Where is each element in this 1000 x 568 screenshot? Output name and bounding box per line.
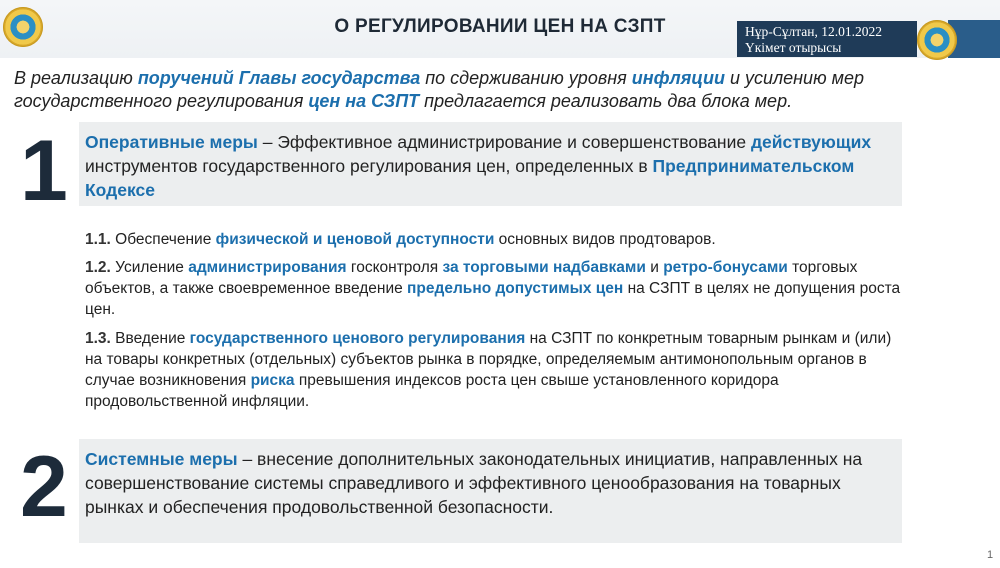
item-text: превышения индексов роста цен свыше установленного коридора продовольственной инфляции. (85, 372, 779, 410)
intro-text: В реализацию (14, 68, 138, 88)
item-text: на СЗПТ в целях не допущения роста цен. (85, 280, 901, 318)
item-highlight: риска (250, 372, 295, 389)
measure-item (85, 229, 905, 250)
intro-highlight: цен на СЗПТ (308, 91, 420, 111)
meeting-label: Үкімет отырысы (745, 40, 842, 55)
location-date: Нұр-Сұлтан, 12.01.2022 (745, 24, 883, 39)
item-text: Усиление (110, 259, 189, 276)
item-text: Введение (110, 330, 190, 347)
item-text: торговых объектов, а также своевременное введение (85, 259, 858, 297)
slide-title: О РЕГУЛИРОВАНИИ ЦЕН НА СЗПТ (334, 16, 666, 37)
block-heading: Оперативные меры (85, 132, 258, 152)
measure-item (85, 257, 905, 320)
block-highlight: Предпринимательском Кодексе (85, 156, 855, 200)
state-emblem-icon (917, 20, 957, 60)
item-highlight: администрирования (188, 259, 347, 276)
intro-highlight: инфляции (631, 68, 725, 88)
item-highlight: за торговыми надбавками (442, 259, 646, 276)
block-highlight: действующих (750, 132, 872, 152)
item-text: и (645, 259, 664, 276)
item-text: на СЗПТ по конкретным товарным рынкам и (или) на товары конкретных (отдельных) субъектов рынка в порядке, определяемым антимонопольным органов в случае возникновения (85, 330, 892, 389)
intro-highlight: поручений Главы государства (137, 68, 421, 88)
item-text: основных видов продтоваров. (494, 231, 716, 248)
measure-item (85, 328, 905, 412)
location-date-box (737, 21, 917, 57)
page-number: 1 (987, 549, 994, 561)
item-highlight: ретро-бонусами (663, 259, 788, 276)
item-text: госконтроля (346, 259, 443, 276)
item-number: 1.2. (85, 259, 111, 276)
item-highlight: физической и ценовой доступности (215, 231, 495, 248)
block-heading: Системные меры (85, 449, 238, 469)
item-highlight: предельно допустимых цен (407, 280, 624, 297)
block-text: – внесение дополнительных законодательных инициатив, направленных на совершенствование системы справедливого и эффективного ценообразования на товарных рынках и обеспечения продовольственной безопасности. (85, 449, 863, 517)
item-number: 1.3. (85, 330, 111, 347)
intro-text: по сдерживанию уровня (420, 68, 632, 88)
block-number: 1 (20, 123, 68, 219)
block-text: – Эффективное администрирование и совершенствование (257, 132, 751, 152)
item-number: 1.1. (85, 231, 111, 248)
block-text: инструментов государственного регулирования цен, определенных в (85, 156, 653, 176)
item-text: Обеспечение (110, 231, 216, 248)
intro-paragraph (14, 67, 989, 113)
intro-text: предлагается реализовать два блока мер. (419, 91, 793, 111)
operational-measures-block (79, 122, 902, 206)
systemic-measures-block (79, 439, 902, 543)
block-number: 2 (20, 439, 68, 535)
intro-text: и усилению мер государственного регулирования (14, 68, 864, 111)
item-highlight: государственного ценового регулирования (189, 330, 526, 347)
